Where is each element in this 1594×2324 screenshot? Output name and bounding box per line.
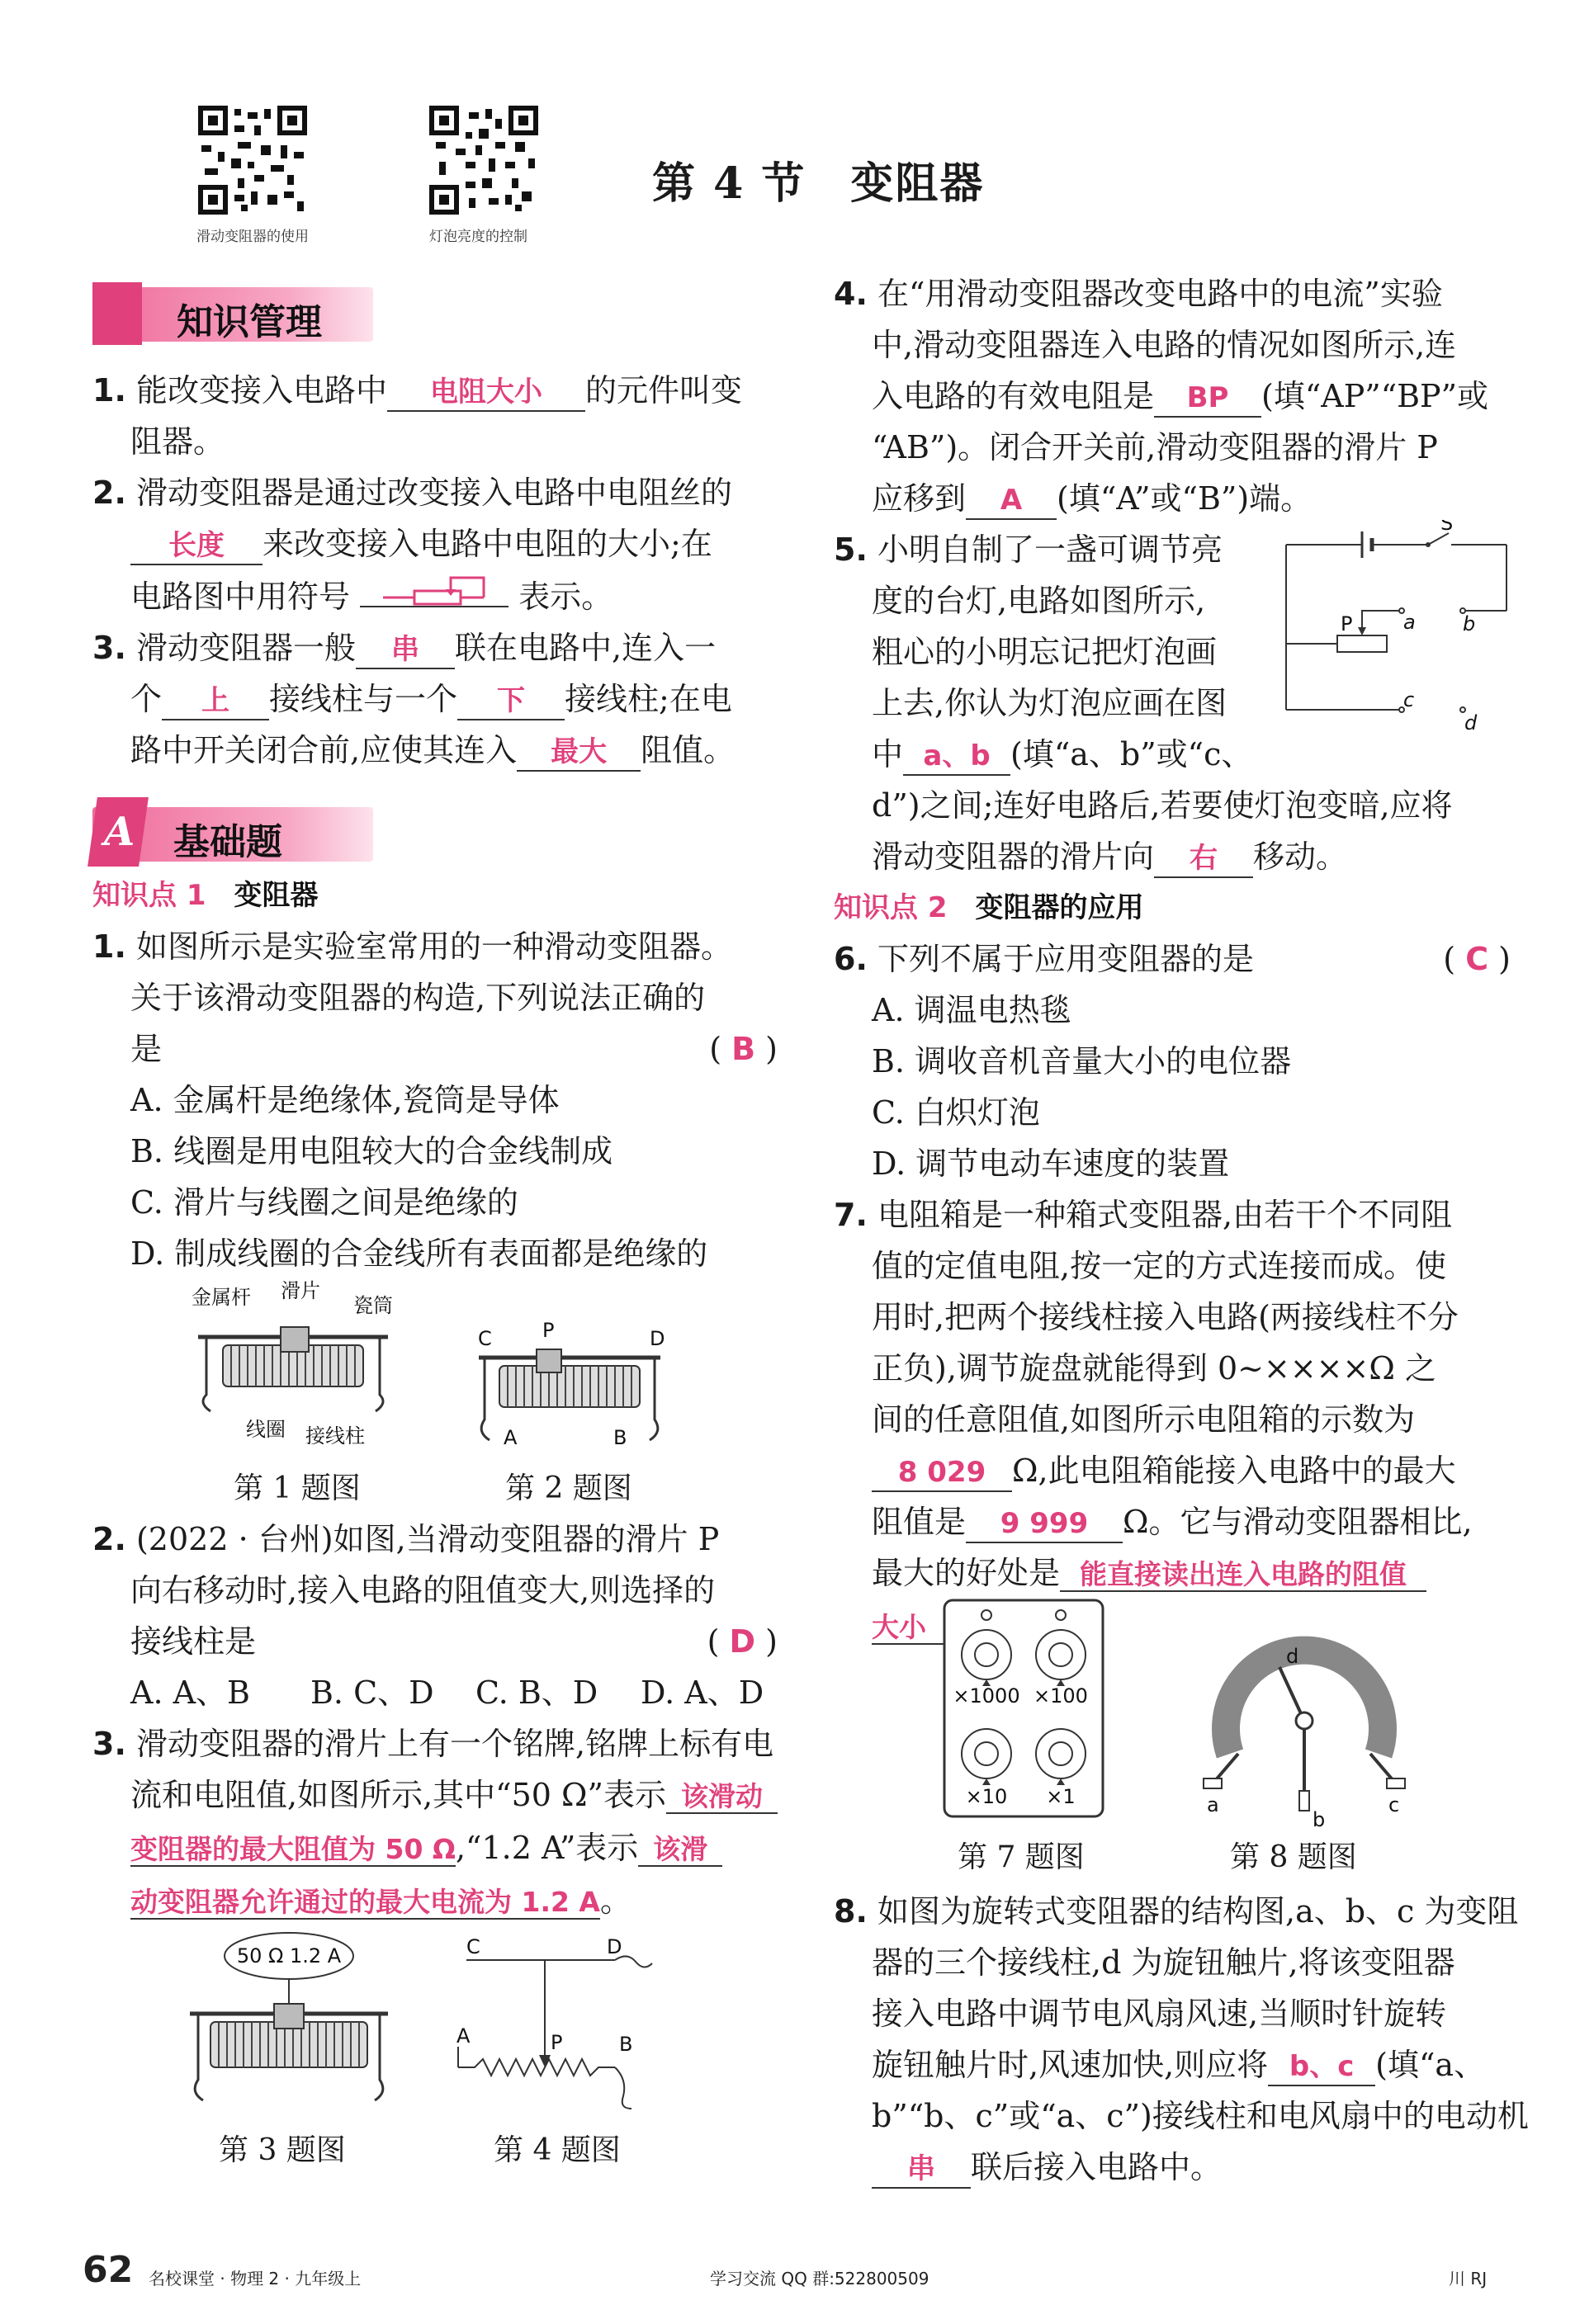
figure-7-caption: 第 7 题图 bbox=[958, 1840, 1085, 1874]
answer-blank[interactable]: b、c bbox=[1268, 2048, 1375, 2086]
question-4: 4. 在“用滑动变阻器改变电路中的电流”实验 bbox=[834, 276, 1443, 312]
svg-text:d: d bbox=[1464, 711, 1478, 735]
svg-text:P: P bbox=[542, 1320, 555, 1342]
banner-decor-block bbox=[92, 282, 142, 345]
knowledge-q2: 2. 滑动变阻器是通过改变接入电路中电阻丝的 bbox=[92, 475, 732, 511]
answer-blank[interactable]: 长度 bbox=[130, 527, 263, 565]
svg-text:P: P bbox=[551, 2031, 563, 2054]
svg-text:d: d bbox=[1286, 1645, 1299, 1668]
svg-text:A: A bbox=[456, 2024, 471, 2048]
resistance-box-diagram bbox=[941, 1597, 1106, 1820]
svg-text:×1: ×1 bbox=[1046, 1785, 1076, 1808]
svg-text:c: c bbox=[1388, 1793, 1400, 1816]
option: B. 线圈是用电阻较大的合金线制成 bbox=[130, 1133, 613, 1169]
answer-blank[interactable]: a、b bbox=[903, 738, 1010, 776]
answer-blank[interactable]: A bbox=[966, 482, 1057, 520]
figure-4-caption: 第 4 题图 bbox=[494, 2133, 621, 2167]
qr-code-usage[interactable] bbox=[198, 106, 307, 215]
knowledge-point-2: 知识点 2 变阻器的应用 bbox=[834, 891, 1144, 924]
answer-blank[interactable]: 串 bbox=[872, 2151, 971, 2189]
svg-text:P: P bbox=[1341, 612, 1353, 635]
figure-8 bbox=[1197, 1630, 1412, 1828]
answer-choice-6: ( C ) bbox=[1443, 941, 1511, 977]
option: A. 调温电热毯 bbox=[872, 992, 1071, 1028]
svg-text:D: D bbox=[607, 1935, 622, 1958]
footer-edition: 川 RJ bbox=[1449, 2269, 1488, 2289]
question-7: 7. 电阻箱是一种箱式变阻器,由若干个不同阻 bbox=[834, 1197, 1453, 1233]
banner-knowledge bbox=[92, 272, 373, 352]
knowledge-q1: 1. 能改变接入电路中 电阻大小 的元件叫变 bbox=[92, 365, 778, 416]
answer-blank[interactable]: 串 bbox=[356, 631, 455, 669]
figure-3-caption: 第 3 题图 bbox=[219, 2133, 346, 2167]
svg-text:×100: ×100 bbox=[1033, 1684, 1088, 1708]
banner-basic-title: 基础题 bbox=[173, 821, 282, 863]
qr-caption-brightness: 灯泡亮度的控制 bbox=[429, 229, 527, 245]
svg-text:×10: ×10 bbox=[965, 1785, 1008, 1808]
option: A. 金属杆是绝缘体,瓷筒是导体 bbox=[130, 1082, 560, 1118]
knowledge-q3: 3. 滑动变阻器一般 串 联在电路中,连入一 bbox=[92, 622, 778, 673]
option: C. B、D bbox=[475, 1675, 598, 1711]
qr-code-brightness[interactable] bbox=[429, 106, 538, 215]
svg-text:C: C bbox=[478, 1327, 492, 1350]
svg-text:瓷筒: 瓷筒 bbox=[353, 1294, 393, 1317]
page-number: 62 bbox=[83, 2249, 134, 2291]
svg-text:b: b bbox=[1463, 612, 1476, 635]
question-2: 2. (2022 · 台州)如图,当滑动变阻器的滑片 P bbox=[92, 1521, 720, 1557]
option: D. A、D bbox=[641, 1675, 764, 1711]
qr-caption-usage: 滑动变阻器的使用 bbox=[196, 229, 309, 245]
answer-blank[interactable]: 该滑动 bbox=[666, 1780, 778, 1814]
svg-text:B: B bbox=[619, 2033, 633, 2056]
figure-1 bbox=[182, 1279, 404, 1444]
answer-choice-2: ( D ) bbox=[707, 1623, 778, 1660]
footer-qq-group: 学习交流 QQ 群:522800509 bbox=[710, 2269, 929, 2289]
rheostat-diagram-1 bbox=[182, 1279, 404, 1444]
answer-blank[interactable]: 右 bbox=[1154, 840, 1253, 878]
footer-book-title: 名校课堂 · 物理 2 · 九年级上 bbox=[149, 2269, 362, 2289]
answer-blank[interactable]: 最大 bbox=[517, 734, 641, 772]
answer-blank[interactable]: BP bbox=[1154, 380, 1261, 418]
banner-basic-letter: A bbox=[104, 809, 135, 855]
svg-text:b: b bbox=[1313, 1808, 1326, 1828]
answer-blank[interactable]: 该滑 bbox=[638, 1833, 722, 1867]
banner-knowledge-title: 知识管理 bbox=[177, 301, 322, 343]
answer-blank[interactable]: 动变阻器允许通过的最大电流为 1.2 A bbox=[130, 1886, 600, 1918]
option: B. C、D bbox=[310, 1675, 434, 1711]
question-3: 3. 滑动变阻器的滑片上有一个铭牌,铭牌上标有电 bbox=[92, 1726, 774, 1762]
answer-blank[interactable]: 变阻器的最大阻值为 50 Ω bbox=[130, 1833, 456, 1865]
figure-2 bbox=[466, 1320, 673, 1452]
lamp-circuit-diagram bbox=[1279, 520, 1519, 735]
figure-5 bbox=[1279, 520, 1519, 735]
figure-2-caption: 第 2 题图 bbox=[505, 1471, 632, 1505]
option: C. 滑片与线圈之间是绝缘的 bbox=[130, 1184, 518, 1221]
answer-blank[interactable]: 上 bbox=[162, 683, 269, 720]
svg-text:线圈: 线圈 bbox=[246, 1418, 286, 1441]
basic-section-left: 知识点 1 变阻器 1. 如图所示是实验室常用的一种滑动变阻器。 关于该滑动变阻器的构造,下列说法正确的 是 ( B ) A. 金属杆是绝缘体,瓷筒是导体 B. 线圈是用电阻较大的合金线制成 C. 滑片与线圈之间是绝缘的 D. 制成线圈的合金线所有表面都是绝缘的 bbox=[92, 870, 778, 1279]
question-5: 5. 小明自制了一盏可调节亮 bbox=[834, 531, 1223, 568]
option: C. 白炽灯泡 bbox=[872, 1094, 1040, 1131]
figure-8-caption: 第 8 题图 bbox=[1230, 1840, 1357, 1874]
banner-basic bbox=[92, 792, 373, 872]
svg-text:S: S bbox=[1440, 520, 1454, 535]
section-title: 第 4 节 变阻器 bbox=[652, 158, 985, 209]
option: D. 调节电动车速度的装置 bbox=[872, 1145, 1230, 1182]
svg-text:×1000: ×1000 bbox=[953, 1684, 1020, 1708]
right-column-bottom: 8. 如图为旋转式变阻器的结构图,a、b、c 为变阻 器的三个接线柱,d 为旋钮触片,将该变阻器 接入电路中调节电风扇风速,当顺时针旋转 旋钮触片时,风速加快,则应将 b、c (填“a、 b”“b、c”或“a、c”)接线柱和电风扇中的电动机 串 联后接入电路中。 bbox=[834, 1886, 1511, 2193]
svg-text:C: C bbox=[466, 1935, 480, 1958]
option: D. 制成线圈的合金线所有表面都是绝缘的 bbox=[130, 1235, 708, 1272]
svg-text:a: a bbox=[1403, 611, 1416, 634]
answer-blank[interactable]: 电阻大小 bbox=[387, 374, 585, 412]
answer-blank[interactable]: 9 999 bbox=[966, 1505, 1123, 1543]
answer-blank[interactable]: 能直接读出连入电路的阻值 bbox=[1060, 1558, 1426, 1592]
question-6: 6. 下列不属于应用变阻器的是 ( C ) bbox=[834, 933, 1511, 985]
knowledge-section: 1. 能改变接入电路中 电阻大小 的元件叫变 阻器。 2. 滑动变阻器是通过改变接入电路中电阻丝的 长度 来改变接入电路中电阻的大小;在 电路图中用符号 表示。 3. 滑动变阻器一般 串 联在电路中,连入一 个 上 接线柱与一个 下 接线柱;在电 路中开关闭合前,应使其连入 最大 阻值。 bbox=[92, 365, 778, 776]
figure-7 bbox=[941, 1597, 1106, 1820]
svg-text:D: D bbox=[650, 1327, 665, 1350]
svg-text:滑片: 滑片 bbox=[281, 1279, 320, 1302]
knowledge-point-1: 知识点 1 变阻器 bbox=[92, 879, 319, 912]
figure-1-caption: 第 1 题图 bbox=[234, 1471, 361, 1505]
option: B. 调收音机音量大小的电位器 bbox=[872, 1043, 1292, 1079]
rheostat-diagram-2 bbox=[466, 1320, 673, 1452]
options-row bbox=[92, 1667, 778, 1718]
svg-text:B: B bbox=[613, 1426, 627, 1449]
figure-4 bbox=[450, 1935, 681, 2117]
option: A. A、B bbox=[130, 1675, 250, 1711]
answer-blank[interactable]: 8 029 bbox=[872, 1454, 1012, 1492]
figure-3 bbox=[182, 1931, 404, 2121]
rheostat-symbol-blank[interactable] bbox=[360, 569, 508, 607]
rheostat-symbol-icon bbox=[360, 569, 508, 606]
answer-blank[interactable]: 大小 bbox=[872, 1611, 959, 1645]
answer-blank[interactable]: 下 bbox=[457, 683, 565, 720]
rotary-rheostat-diagram bbox=[1197, 1630, 1412, 1828]
rheostat-circuit-diagram bbox=[450, 1935, 681, 2117]
svg-text:A: A bbox=[504, 1426, 518, 1449]
svg-text:c: c bbox=[1403, 688, 1415, 711]
basic-section-left-2: 2. (2022 · 台州)如图,当滑动变阻器的滑片 P 向右移动时,接入电路的阻值变大,则选择的 接线柱是 ( D ) A. A、B B. C、D C. B、D D. A、D 3. 滑动变阻器的滑片上有一个铭牌,铭牌上标有电 流和电阻值,如图所示,其中“50 Ω”表示 该滑动 变阻器的最大阻值为 50 Ω,“1.2 A”表示 该滑 动变阻器允许通过的最大电流为 1.2 A。 bbox=[92, 1514, 778, 1928]
right-column-top: 4. 在“用滑动变阻器改变电路中的电流”实验 中,滑动变阻器连入电路的情况如图所示,连 入电路的有效电阻是 BP (填“AP”“BP”或 “AB”)。闭合开关前,滑动变阻器的滑片 P 应移到 A (填“A”或“B”)端。 5. 小明自制了一盏可调节亮 度的台灯,电路如图所示, 粗心的小明忘记把灯泡画 上去,你认为灯泡应画在图 中 a、b (填“a、b”或“c、 d”)之间;连好电路后,若要使灯泡变暗,应将 滑动变阻器的滑片向 右 移动。 知识点 2 变阻器的应用 6. 下列不属于应用变阻器的是 ( C ) A. 调温电热毯 B. 调收音机音量大小的电位器 C. 白炽灯泡 D. 调节电动车速度的装置 7. 电阻箱是一种箱式变阻器,由若干个不同阻 值的定值电阻,按一定的方式连接而成。使 用时,把两个接线柱接入电路(两接线柱不分 正负),调节旋盘就能得到 0~××××Ω 之 间的任意阻值,如图所示电阻箱的示数为 8 029 Ω,此电阻箱能接入电路中的最大 阻值是 9 999 Ω。它与滑动变阻器相比, 最大的好处是 能直接读出连入电路的阻值 大小 bbox=[834, 268, 1511, 1653]
rheostat-nameplate-diagram bbox=[182, 1931, 404, 2121]
svg-text:金属杆: 金属杆 bbox=[192, 1286, 251, 1309]
question-1: 1. 如图所示是实验室常用的一种滑动变阻器。 bbox=[92, 928, 732, 965]
answer-choice-1: ( B ) bbox=[709, 1031, 778, 1067]
question-8: 8. 如图为旋转式变阻器的结构图,a、b、c 为变阻 bbox=[834, 1893, 1519, 1930]
nameplate-text: 50 Ω 1.2 A bbox=[236, 1944, 342, 1967]
svg-text:a: a bbox=[1207, 1793, 1219, 1816]
svg-text:接线柱: 接线柱 bbox=[305, 1424, 365, 1444]
